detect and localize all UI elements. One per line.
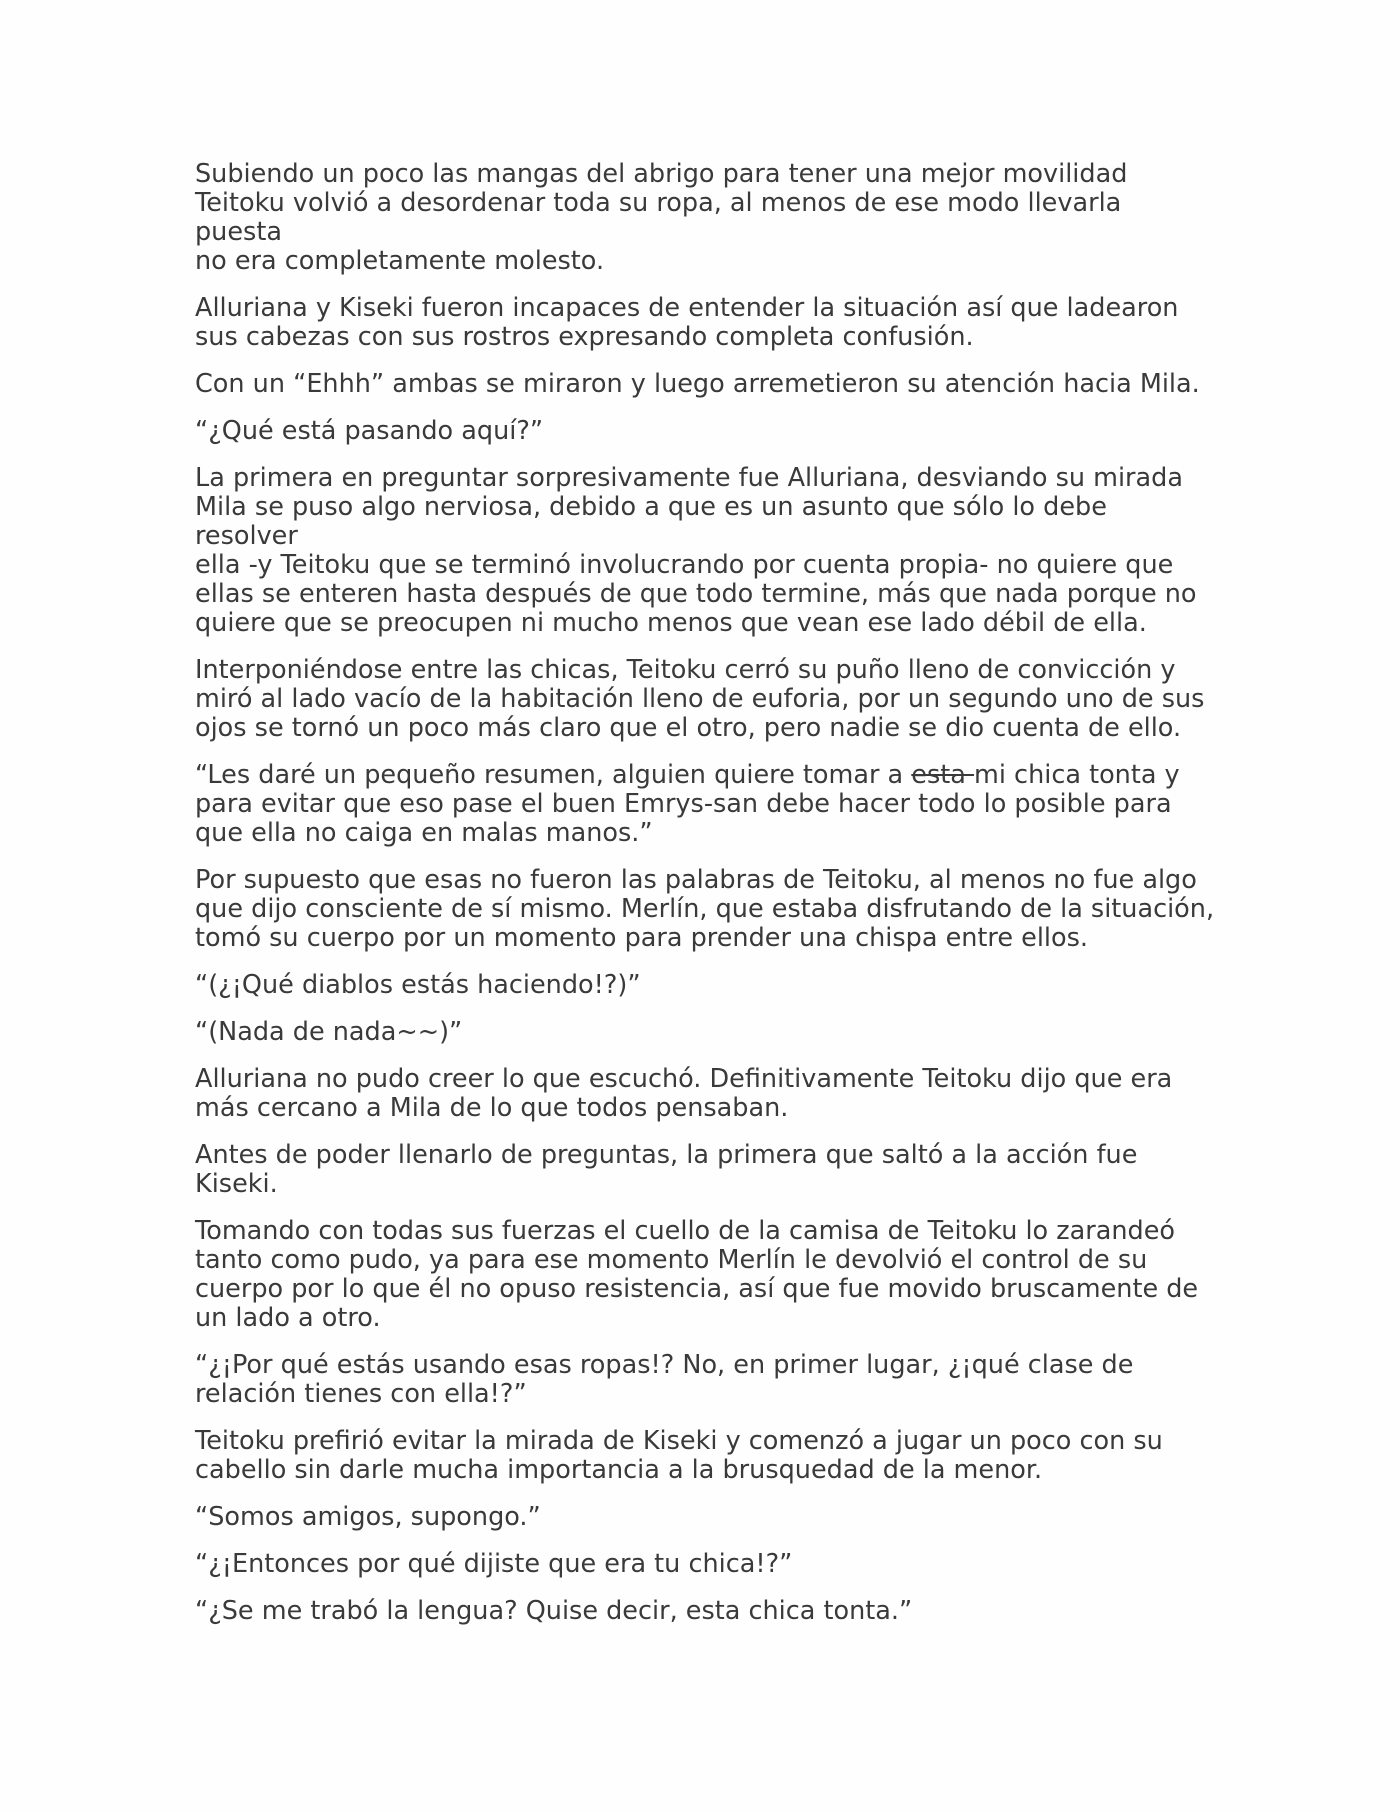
paragraph-18: “¿Se me trabó la lengua? Quise decir, esta chica tonta.” [195, 1596, 913, 1626]
paragraph-4: “¿Qué está pasando aquí?” [195, 416, 544, 446]
quote-text-before: “Les daré un pequeño resumen, alguien quiere tomar a [195, 760, 912, 790]
paragraph-1: Subiendo un poco las mangas del abrigo para tener una mejor movilidad Teitoku volvió a desordenar toda su ropa, al menos de ese modo llevarla puesta no era completamente molesto. [195, 159, 1128, 276]
paragraph-9: “(¿¡Qué diablos estás haciendo!?)” [195, 970, 641, 1000]
paragraph-11: Alluriana no pudo creer lo que escuchó. Definitivamente Teitoku dijo que era más cercano a Mila de lo que todos pensaban. [195, 1064, 1173, 1123]
paragraph-17: “¿¡Entonces por qué dijiste que era tu chica!?” [195, 1549, 793, 1579]
struck-word: esta [911, 760, 975, 790]
paragraph-6: Interponiéndose entre las chicas, Teitoku cerró su puño lleno de convicción y miró al lado vacío de la habitación lleno de euforia, por un segundo uno de sus ojos se tornó un poco más claro que el otro, pero nadie se dio cuenta de ello. [195, 655, 1205, 743]
paragraph-12: Antes de poder llenarlo de preguntas, la primera que saltó a la acción fue Kiseki. [195, 1140, 1138, 1199]
quote-text-after: mi chica tonta y para evitar que eso pase el buen Emrys-san debe hacer todo lo posible para que ella no caiga en malas manos.” [195, 760, 1180, 848]
paragraph-8: Por supuesto que esas no fueron las palabras de Teitoku, al menos no fue algo que dijo consciente de sí mismo. Merlín, que estaba disfrutando de la situación, tomó su cuerpo por un momento para prender una chispa entre ellos. [195, 865, 1215, 953]
document-body [195, 160, 1215, 1644]
paragraph-7-quote [195, 761, 1215, 848]
paragraph-10: “(Nada de nada~~)” [195, 1017, 463, 1047]
paragraph-13: Tomando con todas sus fuerzas el cuello de la camisa de Teitoku lo zarandeó tanto como pudo, ya para ese momento Merlín le devolvió el control de su cuerpo por lo que él no opuso resistencia, así que fue movido bruscamente de un lado a otro. [195, 1216, 1199, 1333]
paragraph-16: “Somos amigos, supongo.” [195, 1502, 541, 1532]
paragraph-15: Teitoku prefirió evitar la mirada de Kiseki y comenzó a jugar un poco con su cabello sin darle mucha importancia a la brusquedad de la menor. [195, 1426, 1163, 1485]
paragraph-5: La primera en preguntar sorpresivamente fue Alluriana, desviando su mirada Mila se puso algo nerviosa, debido a que es un asunto que sólo lo debe resolver ella -y Teitoku que se terminó involucrando por cuenta propia- no quiere que ellas se enteren hasta después de que todo termine, más que nada porque no quiere que se preocupen ni mucho menos que vean ese lado débil de ella. [195, 463, 1197, 638]
paragraph-2: Alluriana y Kiseki fueron incapaces de entender la situación así que ladearon sus cabezas con sus rostros expresando completa confusión. [195, 293, 1179, 352]
paragraph-3: Con un “Ehhh” ambas se miraron y luego arremetieron su atención hacia Mila. [195, 369, 1200, 399]
paragraph-14: “¿¡Por qué estás usando esas ropas!? No, en primer lugar, ¿¡qué clase de relación tienes con ella!?” [195, 1350, 1134, 1409]
